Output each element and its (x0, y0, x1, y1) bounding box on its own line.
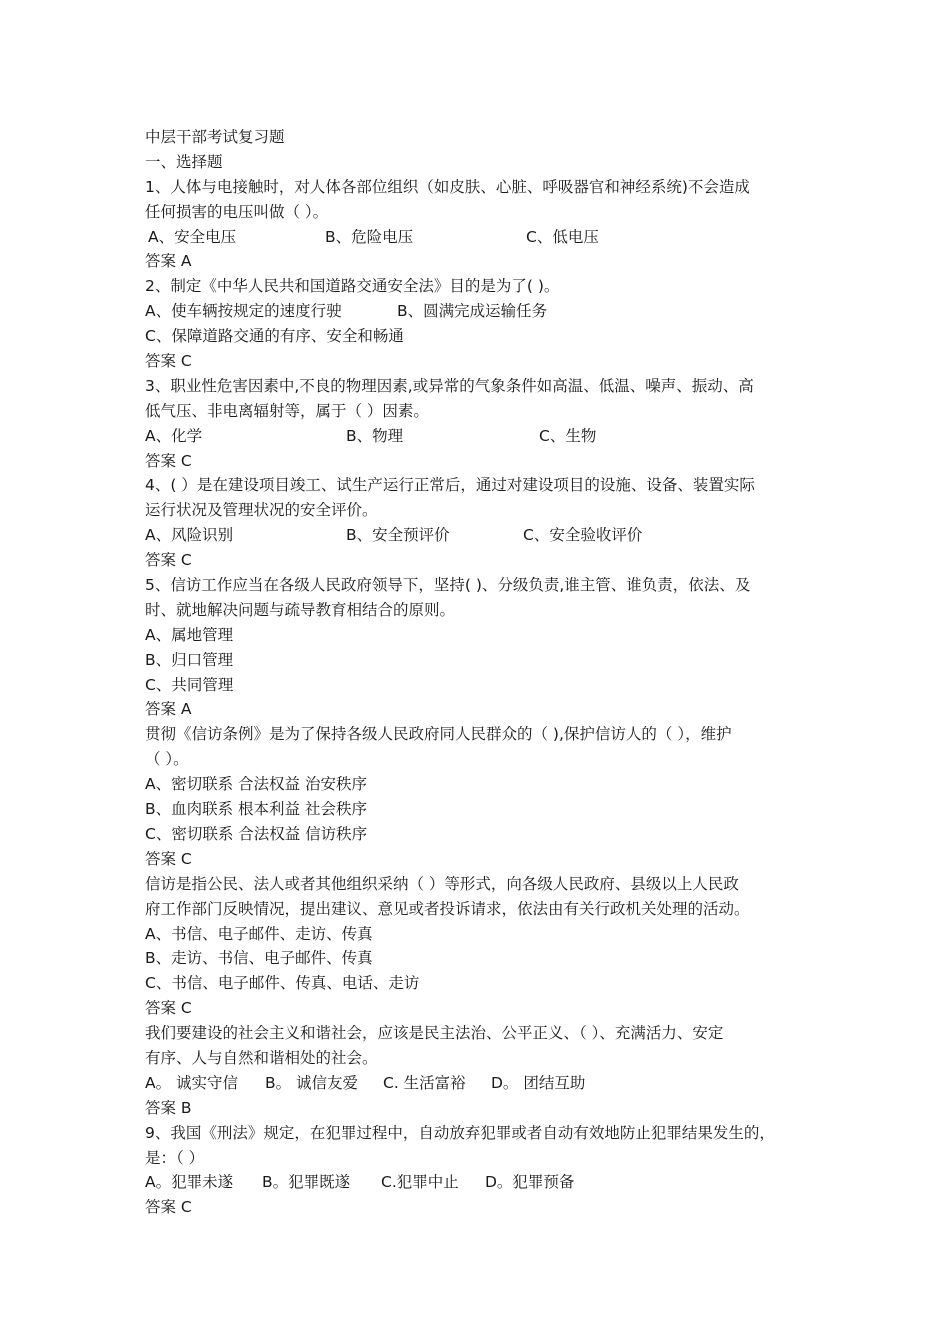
question-text: （ ）。 (145, 750, 189, 769)
option-b: B、安全预评价 (346, 526, 450, 545)
options-row (145, 299, 815, 324)
option-a: A、属地管理 (145, 625, 234, 644)
options-row (145, 1170, 815, 1195)
option-c: C、低电压 (526, 227, 599, 246)
answer: 答案 C (145, 849, 192, 868)
option-b: B、归口管理 (145, 650, 234, 669)
option-d: D。犯罪预备 (485, 1173, 575, 1192)
question-text: 2、制定《中华人民共和国道路交通安全法》目的是为了( )。 (145, 277, 560, 296)
option-c: C、书信、电子邮件、传真、电话、走访 (145, 974, 420, 993)
question-8 (145, 1021, 815, 1121)
option-a: A、使车辆按规定的速度行驶 (145, 302, 342, 321)
question-text: 时、就地解决问题与疏导教育相结合的原则。 (145, 600, 456, 619)
option-b: B、危险电压 (325, 227, 414, 246)
answer: 答案 B (145, 1098, 192, 1117)
options-row (145, 1071, 815, 1096)
question-text: 贯彻《信访条例》是为了保持各级人民政府同人民群众的（ ),保护信访人的（ ），维护 (145, 725, 732, 744)
option-c: C. 生活富裕 (383, 1073, 466, 1092)
question-4 (145, 473, 815, 573)
option-b: B、圆满完成运输任务 (397, 302, 548, 321)
question-text: 低气压、非电离辐射等，属于（ ）因素。 (145, 401, 429, 420)
question-text: 府工作部门反映情况，提出建议、意见或者投诉请求，依法由有关行政机关处理的活动。 (145, 899, 750, 918)
question-text: 9、我国《刑法》规定，在犯罪过程中，自动放弃犯罪或者自动有效地防止犯罪结果发生的， (145, 1123, 775, 1142)
document-page (145, 125, 815, 1220)
document-title: 中层干部考试复习题 (145, 128, 285, 146)
option-a: A、风险识别 (145, 526, 234, 545)
answer: 答案 C (145, 999, 192, 1018)
option-a: A、书信、电子邮件、走访、传真 (145, 924, 373, 943)
answer: 答案 A (145, 700, 192, 719)
question-1 (145, 175, 815, 275)
question-text: 3、职业性危害因素中,不良的物理因素,或异常的气象条件如高温、低温、噪声、振动、高 (145, 376, 754, 395)
question-2 (145, 274, 815, 374)
question-text: 信访是指公民、法人或者其他组织采纳（ ）等形式，向各级人民政府、县级以上人民政 (145, 874, 739, 893)
option-c: C、密切联系 合法权益 信访秩序 (145, 824, 368, 843)
question-3 (145, 374, 815, 474)
options-row (145, 424, 815, 449)
option-a: A、密切联系 合法权益 治安秩序 (145, 775, 367, 794)
question-7 (145, 872, 815, 1021)
question-text: 任何损害的电压叫做（ ）。 (145, 202, 329, 221)
answer: 答案 A (145, 252, 192, 271)
question-text: 有序、人与自然和谐相处的社会。 (145, 1048, 378, 1067)
option-c: C、保障道路交通的有序、安全和畅通 (145, 327, 404, 346)
option-b: B、走访、书信、电子邮件、传真 (145, 949, 373, 968)
option-c: C.犯罪中止 (381, 1173, 459, 1192)
option-c: C、生物 (539, 426, 597, 445)
options-row (145, 523, 815, 548)
option-a: A。犯罪未遂 (145, 1173, 234, 1192)
option-a: A、化学 (145, 426, 203, 445)
question-text: 5、信访工作应当在各级人民政府领导下，坚持( )、分级负责,谁主管、谁负责，依法、及 (145, 576, 751, 595)
question-5 (145, 573, 815, 722)
answer: 答案 C (145, 551, 192, 570)
option-b: B、血肉联系 根本利益 社会秩序 (145, 800, 367, 819)
answer: 答案 C (145, 451, 192, 470)
answer: 答案 C (145, 1198, 192, 1217)
option-c: C、共同管理 (145, 675, 234, 694)
option-b: B。犯罪既遂 (262, 1173, 351, 1192)
question-text: 1、人体与电接触时，对人体各部位组织（如皮肤、心脏、呼吸器官和神经系统)不会造成 (145, 177, 750, 196)
option-b: B。 诚信友爱 (265, 1073, 359, 1092)
options-row (145, 225, 815, 250)
question-text: 运行状况及管理状况的安全评价。 (145, 501, 378, 520)
question-text: 我们要建设的社会主义和谐社会，应该是民主法治、公平正义、（ ）、充满活力、安定 (145, 1024, 724, 1043)
answer: 答案 C (145, 352, 192, 371)
question-text: 4、( ）是在建设项目竣工、试生产运行正常后，通过对建设项目的设施、设备、装置实际 (145, 476, 755, 495)
question-text: 是：（ ） (145, 1148, 205, 1167)
option-a: A。 诚实守信 (145, 1073, 239, 1092)
option-c: C、安全验收评价 (523, 526, 643, 545)
option-a: A、安全电压 (148, 227, 237, 246)
section-title: 一、选择题 (145, 152, 223, 171)
question-6 (145, 722, 815, 871)
question-9 (145, 1121, 815, 1221)
option-b: B、物理 (346, 426, 404, 445)
option-d: D。 团结互助 (491, 1073, 586, 1092)
